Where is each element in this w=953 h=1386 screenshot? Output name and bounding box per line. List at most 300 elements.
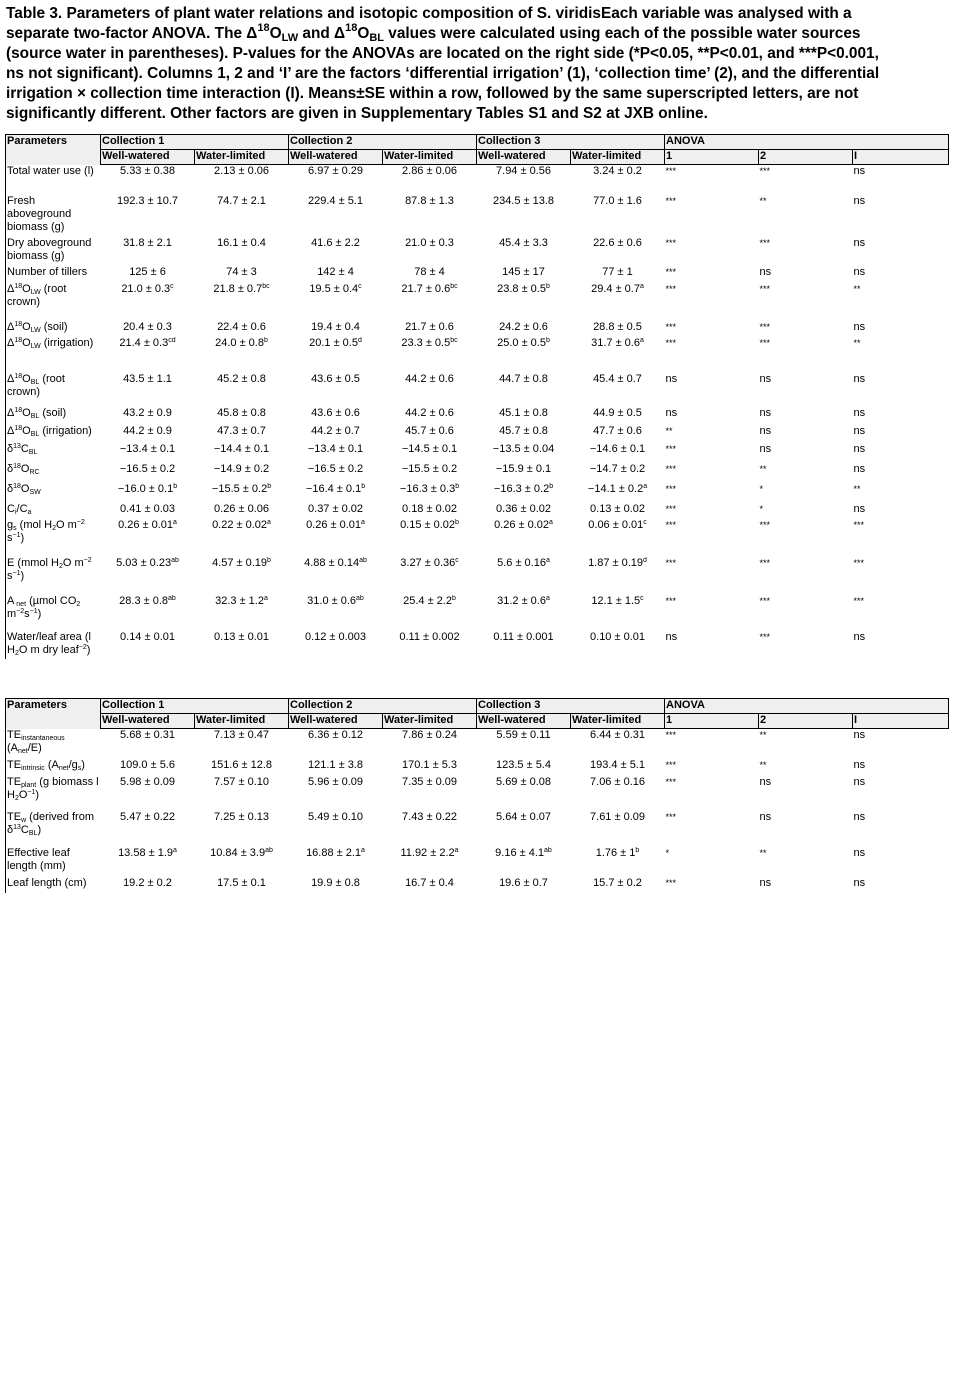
- mean-se: 21.8 ± 0.7: [213, 282, 263, 295]
- anova-p-value: ***: [665, 195, 677, 206]
- value-cell: [477, 595, 571, 631]
- anova-cell: [853, 631, 949, 659]
- parameter-fragment: O: [22, 282, 31, 295]
- parameter-fragment: g: [7, 518, 14, 531]
- mean-se: −13.5 ± 0.04: [492, 442, 555, 455]
- anova-p-value: **: [759, 847, 767, 858]
- anova-cell: [665, 321, 759, 337]
- significance-letter: a: [361, 846, 365, 854]
- anova-p-value: ***: [665, 483, 677, 494]
- mean-se: 17.5 ± 0.1: [217, 876, 266, 889]
- mean-se: 142 ± 4: [317, 265, 354, 278]
- anova-cell: [759, 877, 853, 893]
- value-cell: [383, 557, 477, 595]
- anova-cell: [853, 776, 949, 811]
- anova-cell: [853, 321, 949, 337]
- row-parameter: [6, 373, 101, 407]
- value-cell: [571, 503, 665, 519]
- significance-letter: a: [267, 518, 271, 526]
- parameter-fragment: ): [35, 788, 40, 801]
- value-cell: [383, 266, 477, 283]
- mean-se: 19.2 ± 0.2: [123, 876, 172, 889]
- parameter-fragment: (A: [7, 741, 18, 754]
- mean-se: 45.7 ± 0.6: [405, 424, 454, 437]
- significance-letter: a: [454, 846, 459, 854]
- anova-p-value: ***: [759, 557, 771, 568]
- value-cell: [571, 557, 665, 595]
- parameter-fragment: /g: [68, 758, 78, 771]
- value-cell: [571, 373, 665, 407]
- parameter-fragment: Δ: [7, 372, 15, 385]
- parameter-fragment: plant: [21, 781, 37, 789]
- anova-cell: [853, 811, 949, 847]
- value-cell: [195, 463, 289, 483]
- significance-letter: b: [267, 556, 271, 564]
- mean-se: 22.6 ± 0.6: [593, 236, 642, 249]
- row-parameter: [6, 631, 101, 659]
- value-cell: [289, 776, 383, 811]
- header-parameters: Parameters: [6, 135, 101, 165]
- value-cell: [383, 407, 477, 425]
- value-cell: [101, 283, 195, 321]
- mean-se: 31.0 ± 0.6: [307, 594, 357, 607]
- value-cell: [571, 165, 665, 195]
- mean-se: 0.15 ± 0.02: [400, 518, 456, 531]
- table-row: [6, 519, 949, 557]
- parameter-text: Effective leaf length (mm): [7, 846, 70, 872]
- mean-se: 5.6 ± 0.16: [497, 556, 546, 569]
- value-cell: [477, 425, 571, 443]
- anova-p-value: ***: [759, 631, 771, 642]
- value-cell: [383, 595, 477, 631]
- row-parameter: [6, 729, 101, 759]
- parameter-fragment: BL: [30, 378, 40, 386]
- anova-p-value: ns: [853, 758, 866, 771]
- anova-p-value: ***: [665, 776, 677, 787]
- anova-cell: [665, 373, 759, 407]
- value-cell: [477, 266, 571, 283]
- anova-cell: [853, 877, 949, 893]
- mean-se: 7.86 ± 0.24: [402, 729, 457, 741]
- significance-letter: a: [361, 518, 365, 526]
- significance-letter: bc: [262, 282, 270, 290]
- significance-letter: b: [549, 482, 554, 490]
- header-well-watered: Well-watered: [477, 714, 571, 729]
- mean-se: −14.6 ± 0.1: [589, 442, 646, 455]
- mean-se: −16.3 ± 0.3: [399, 482, 456, 495]
- anova-p-value: ***: [665, 166, 677, 176]
- anova-cell: [853, 557, 949, 595]
- anova-p-value: **: [665, 425, 673, 436]
- mean-se: 6.36 ± 0.12: [308, 729, 363, 741]
- anova-cell: [759, 195, 853, 237]
- anova-cell: [759, 759, 853, 776]
- parameter-fragment: BL: [30, 412, 40, 420]
- mean-se: 145 ± 17: [502, 265, 545, 278]
- anova-p-value: ns: [853, 729, 866, 741]
- value-cell: [383, 847, 477, 877]
- parameter-fragment: C: [20, 442, 29, 455]
- anova-p-value: ns: [759, 372, 772, 385]
- parameter-fragment: E: [7, 556, 15, 569]
- anova-p-value: ns: [853, 846, 866, 859]
- mean-se: 11.92 ± 2.2: [400, 846, 455, 859]
- value-cell: [195, 407, 289, 425]
- anova-p-value: ns: [853, 775, 866, 788]
- value-cell: [477, 877, 571, 893]
- value-cell: [101, 483, 195, 503]
- anova-p-value: ***: [759, 337, 771, 348]
- parameter-fragment: O: [22, 424, 31, 437]
- value-cell: [383, 729, 477, 759]
- significance-letter: b: [451, 594, 456, 602]
- mean-se: 45.1 ± 0.8: [499, 406, 548, 419]
- value-cell: [195, 631, 289, 659]
- anova-cell: [853, 519, 949, 557]
- mean-se: 121.1 ± 3.8: [308, 758, 363, 771]
- value-cell: [383, 463, 477, 483]
- anova-cell: [665, 631, 759, 659]
- significance-letter: ab: [359, 556, 367, 564]
- header-factor-1: 1: [665, 714, 759, 729]
- mean-se: 12.1 ± 1.5: [591, 594, 641, 607]
- significance-letter: d: [357, 336, 362, 344]
- significance-letter: cd: [168, 336, 176, 344]
- anova-p-value: ***: [759, 321, 771, 332]
- anova-cell: [853, 503, 949, 519]
- value-cell: [289, 425, 383, 443]
- row-parameter: [6, 519, 101, 557]
- header-parameters: Parameters: [6, 699, 101, 729]
- value-cell: [195, 195, 289, 237]
- mean-se: 44.2 ± 0.7: [311, 424, 360, 437]
- mean-se: −16.5 ± 0.2: [119, 462, 176, 475]
- anova-cell: [853, 847, 949, 877]
- mean-se: 29.4 ± 0.7: [591, 282, 640, 295]
- mean-se: 44.2 ± 0.9: [123, 424, 172, 437]
- value-cell: [571, 877, 665, 893]
- mean-se: 78 ± 4: [414, 265, 445, 278]
- value-cell: [101, 425, 195, 443]
- row-parameter: [6, 595, 101, 631]
- anova-p-value: ns: [853, 194, 866, 207]
- significance-letter: c: [640, 594, 644, 602]
- parameter-fragment: (g biomass l H: [7, 775, 99, 801]
- value-cell: [383, 237, 477, 266]
- significance-letter: bc: [450, 282, 458, 290]
- value-cell: [101, 463, 195, 483]
- subheader-row: [6, 150, 949, 165]
- parameter-fragment: i: [14, 508, 17, 516]
- parameter-fragment: BL: [28, 448, 38, 456]
- value-cell: [571, 729, 665, 759]
- row-parameter: [6, 237, 101, 266]
- value-cell: [101, 847, 195, 877]
- value-cell: [101, 165, 195, 195]
- table-row: [6, 321, 949, 337]
- parameter-fragment: s: [7, 569, 13, 582]
- anova-p-value: ***: [665, 595, 677, 606]
- mean-se: 13.58 ± 1.9: [118, 846, 174, 859]
- significance-letter: ab: [265, 846, 273, 854]
- parameter-fragment: δ: [7, 482, 14, 495]
- parameter-fragment: −1: [12, 531, 21, 539]
- mean-se: 5.47 ± 0.22: [120, 810, 175, 823]
- parameter-text: Dry aboveground biomass (g): [7, 236, 92, 262]
- parameter-fragment: O: [22, 406, 31, 419]
- parameter-fragment: m: [7, 607, 17, 620]
- value-cell: [195, 595, 289, 631]
- mean-se: 10.84 ± 3.9: [210, 846, 266, 859]
- header-water-limited: Water-limited: [383, 150, 477, 165]
- anova-p-value: ***: [759, 166, 771, 176]
- significance-letter: b: [361, 482, 366, 490]
- mean-se: 45.2 ± 0.8: [217, 372, 266, 385]
- value-cell: [571, 631, 665, 659]
- parameter-fragment: 2: [58, 562, 63, 570]
- mean-se: 193.4 ± 5.1: [590, 758, 645, 771]
- anova-cell: [759, 283, 853, 321]
- anova-p-value: ***: [759, 283, 771, 294]
- anova-cell: [759, 595, 853, 631]
- mean-se: 44.7 ± 0.8: [499, 372, 548, 385]
- mean-se: 28.8 ± 0.5: [593, 320, 642, 333]
- parameter-fragment: /E): [27, 741, 42, 754]
- anova-p-value: ***: [665, 519, 677, 530]
- mean-se: 1.76 ± 1: [595, 846, 636, 859]
- parameter-fragment: ): [20, 569, 25, 582]
- mean-se: 125 ± 6: [129, 265, 166, 278]
- parameter-fragment: a: [27, 508, 32, 516]
- anova-p-value: ns: [759, 406, 772, 419]
- mean-se: 43.5 ± 1.1: [123, 372, 172, 385]
- value-cell: [571, 759, 665, 776]
- table-row: [6, 631, 949, 659]
- table-row: [6, 483, 949, 503]
- anova-p-value: ***: [759, 595, 771, 606]
- value-cell: [571, 195, 665, 237]
- mean-se: 16.1 ± 0.4: [217, 236, 266, 249]
- anova-p-value: ***: [665, 463, 677, 474]
- table-row: [6, 373, 949, 407]
- value-cell: [571, 237, 665, 266]
- mean-se: 77 ± 1: [602, 265, 633, 278]
- significance-letter: b: [263, 336, 268, 344]
- header-well-watered: Well-watered: [101, 150, 195, 165]
- parameter-fragment: s: [7, 531, 13, 544]
- value-cell: [101, 443, 195, 463]
- parameter-fragment: ): [37, 823, 42, 836]
- mean-se: 0.26 ± 0.02: [494, 518, 550, 531]
- header-collection2: Collection 2: [289, 699, 477, 714]
- mean-se: 123.5 ± 5.4: [496, 758, 551, 771]
- mean-se: 9.16 ± 4.1: [495, 846, 545, 859]
- data-table-1: [5, 134, 949, 659]
- parameter-fragment: /C: [16, 502, 28, 515]
- parameter-fragment: ): [37, 607, 42, 620]
- mean-se: −15.9 ± 0.1: [495, 462, 552, 475]
- mean-se: 43.6 ± 0.6: [311, 406, 360, 419]
- value-cell: [101, 373, 195, 407]
- value-cell: [195, 729, 289, 759]
- significance-letter: b: [455, 518, 459, 526]
- parameter-fragment: s: [77, 764, 82, 772]
- table-row: [6, 425, 949, 443]
- mean-se: 32.3 ± 1.2: [215, 594, 264, 607]
- header-water-limited: Water-limited: [383, 714, 477, 729]
- parameter-fragment: w: [21, 816, 27, 824]
- anova-p-value: ns: [853, 876, 866, 889]
- anova-p-value: ns: [853, 442, 866, 455]
- anova-p-value: ns: [853, 424, 866, 437]
- anova-p-value: ***: [853, 557, 865, 568]
- row-parameter: [6, 759, 101, 776]
- mean-se: 24.0 ± 0.8: [215, 336, 264, 349]
- significance-letter: a: [173, 846, 177, 854]
- parameter-fragment: RC: [29, 468, 40, 476]
- value-cell: [289, 337, 383, 373]
- mean-se: 44.2 ± 0.6: [405, 372, 454, 385]
- anova-p-value: ns: [665, 406, 678, 419]
- parameter-fragment: O: [20, 482, 30, 495]
- parameter-fragment: −2: [16, 607, 25, 615]
- value-cell: [195, 759, 289, 776]
- value-cell: [477, 631, 571, 659]
- anova-p-value: ***: [759, 519, 771, 530]
- mean-se: 234.5 ± 13.8: [492, 194, 555, 207]
- mean-se: −16.3 ± 0.2: [493, 482, 550, 495]
- parameter-fragment: A: [7, 594, 15, 607]
- parameter-fragment: instantaneous: [21, 734, 65, 742]
- mean-se: 19.6 ± 0.7: [499, 876, 548, 889]
- row-parameter: [6, 483, 101, 503]
- mean-se: 45.4 ± 3.3: [499, 236, 548, 249]
- value-cell: [383, 165, 477, 195]
- value-cell: [289, 631, 383, 659]
- value-cell: [195, 237, 289, 266]
- mean-se: 0.22 ± 0.02: [212, 518, 268, 531]
- anova-cell: [853, 195, 949, 237]
- anova-p-value: ns: [853, 236, 866, 249]
- anova-p-value: ***: [665, 443, 677, 454]
- value-cell: [383, 283, 477, 321]
- row-parameter: [6, 266, 101, 283]
- parameter-fragment: s: [13, 524, 17, 532]
- parameter-fragment: Δ: [7, 424, 15, 437]
- anova-cell: [665, 776, 759, 811]
- header-well-watered: Well-watered: [289, 714, 383, 729]
- anova-cell: [665, 503, 759, 519]
- mean-se: 47.3 ± 0.7: [217, 424, 266, 437]
- anova-p-value: ns: [759, 810, 772, 823]
- mean-se: 7.13 ± 0.47: [214, 729, 269, 741]
- header-water-limited: Water-limited: [571, 714, 665, 729]
- parameter-fragment: (µmol CO: [26, 594, 77, 607]
- parameter-fragment: (mmol H: [14, 556, 59, 569]
- value-cell: [195, 811, 289, 847]
- mean-se: 5.96 ± 0.09: [308, 775, 363, 788]
- table-row: [6, 337, 949, 373]
- value-cell: [477, 321, 571, 337]
- value-cell: [289, 811, 383, 847]
- value-cell: [195, 337, 289, 373]
- value-cell: [289, 759, 383, 776]
- mean-se: 16.7 ± 0.4: [405, 876, 454, 889]
- parameter-fragment: ): [86, 643, 91, 656]
- mean-se: −14.9 ± 0.2: [213, 462, 270, 475]
- mean-se: −16.4 ± 0.1: [305, 482, 362, 495]
- parameter-text: Fresh aboveground biomass (g): [7, 194, 72, 233]
- significance-letter: c: [455, 556, 459, 564]
- table-row: [6, 776, 949, 811]
- mean-se: 151.6 ± 12.8: [210, 758, 273, 771]
- anova-cell: [853, 463, 949, 483]
- header-factor-2: 2: [759, 714, 853, 729]
- anova-p-value: ns: [665, 372, 678, 385]
- value-cell: [101, 557, 195, 595]
- anova-p-value: **: [853, 337, 861, 348]
- row-parameter: [6, 811, 101, 847]
- value-cell: [101, 337, 195, 373]
- anova-cell: [665, 729, 759, 759]
- value-cell: [571, 443, 665, 463]
- anova-p-value: ***: [665, 337, 677, 348]
- header-collection3: Collection 3: [477, 699, 665, 714]
- mean-se: 4.57 ± 0.19: [212, 556, 268, 569]
- mean-se: 20.1 ± 0.5: [309, 336, 358, 349]
- anova-cell: [853, 283, 949, 321]
- caption-line: irrigation × collection time interaction (I). Means±SE within a row, followed by the same superscripted letters, are not: [6, 85, 859, 102]
- row-parameter: [6, 443, 101, 463]
- mean-se: 41.6 ± 2.2: [311, 236, 360, 249]
- mean-se: 77.0 ± 1.6: [593, 194, 642, 207]
- mean-se: 21.4 ± 0.3: [119, 336, 169, 349]
- row-parameter: [6, 503, 101, 519]
- anova-cell: [759, 237, 853, 266]
- parameter-fragment: 18: [14, 282, 23, 290]
- subheader-row: [6, 714, 949, 729]
- mean-se: 5.59 ± 0.11: [496, 729, 551, 741]
- value-cell: [289, 877, 383, 893]
- parameter-fragment: −2: [83, 556, 92, 564]
- value-cell: [383, 877, 477, 893]
- parameter-fragment: −1: [27, 788, 36, 796]
- value-cell: [195, 373, 289, 407]
- anova-cell: [665, 463, 759, 483]
- anova-p-value: ***: [665, 877, 677, 888]
- mean-se: 0.37 ± 0.02: [308, 502, 363, 515]
- mean-se: 4.88 ± 0.14: [304, 556, 360, 569]
- parameter-fragment: Δ: [7, 406, 15, 419]
- value-cell: [383, 759, 477, 776]
- parameter-fragment: (irrigation): [40, 336, 94, 349]
- parameter-fragment: O: [22, 372, 31, 385]
- value-cell: [477, 729, 571, 759]
- parameter-fragment: ): [20, 531, 25, 544]
- anova-cell: [759, 811, 853, 847]
- parameter-fragment: TE: [7, 775, 22, 788]
- anova-cell: [759, 557, 853, 595]
- value-cell: [571, 811, 665, 847]
- mean-se: 0.26 ± 0.01: [118, 518, 174, 531]
- caption-line: significantly different. Other factors are given in Supplementary Tables S1 and S2 at JXB online.: [6, 105, 708, 122]
- value-cell: [477, 195, 571, 237]
- anova-cell: [853, 443, 949, 463]
- parameter-fragment: (A: [44, 758, 59, 771]
- value-cell: [101, 321, 195, 337]
- value-cell: [195, 321, 289, 337]
- mean-se: 2.13 ± 0.06: [214, 165, 269, 177]
